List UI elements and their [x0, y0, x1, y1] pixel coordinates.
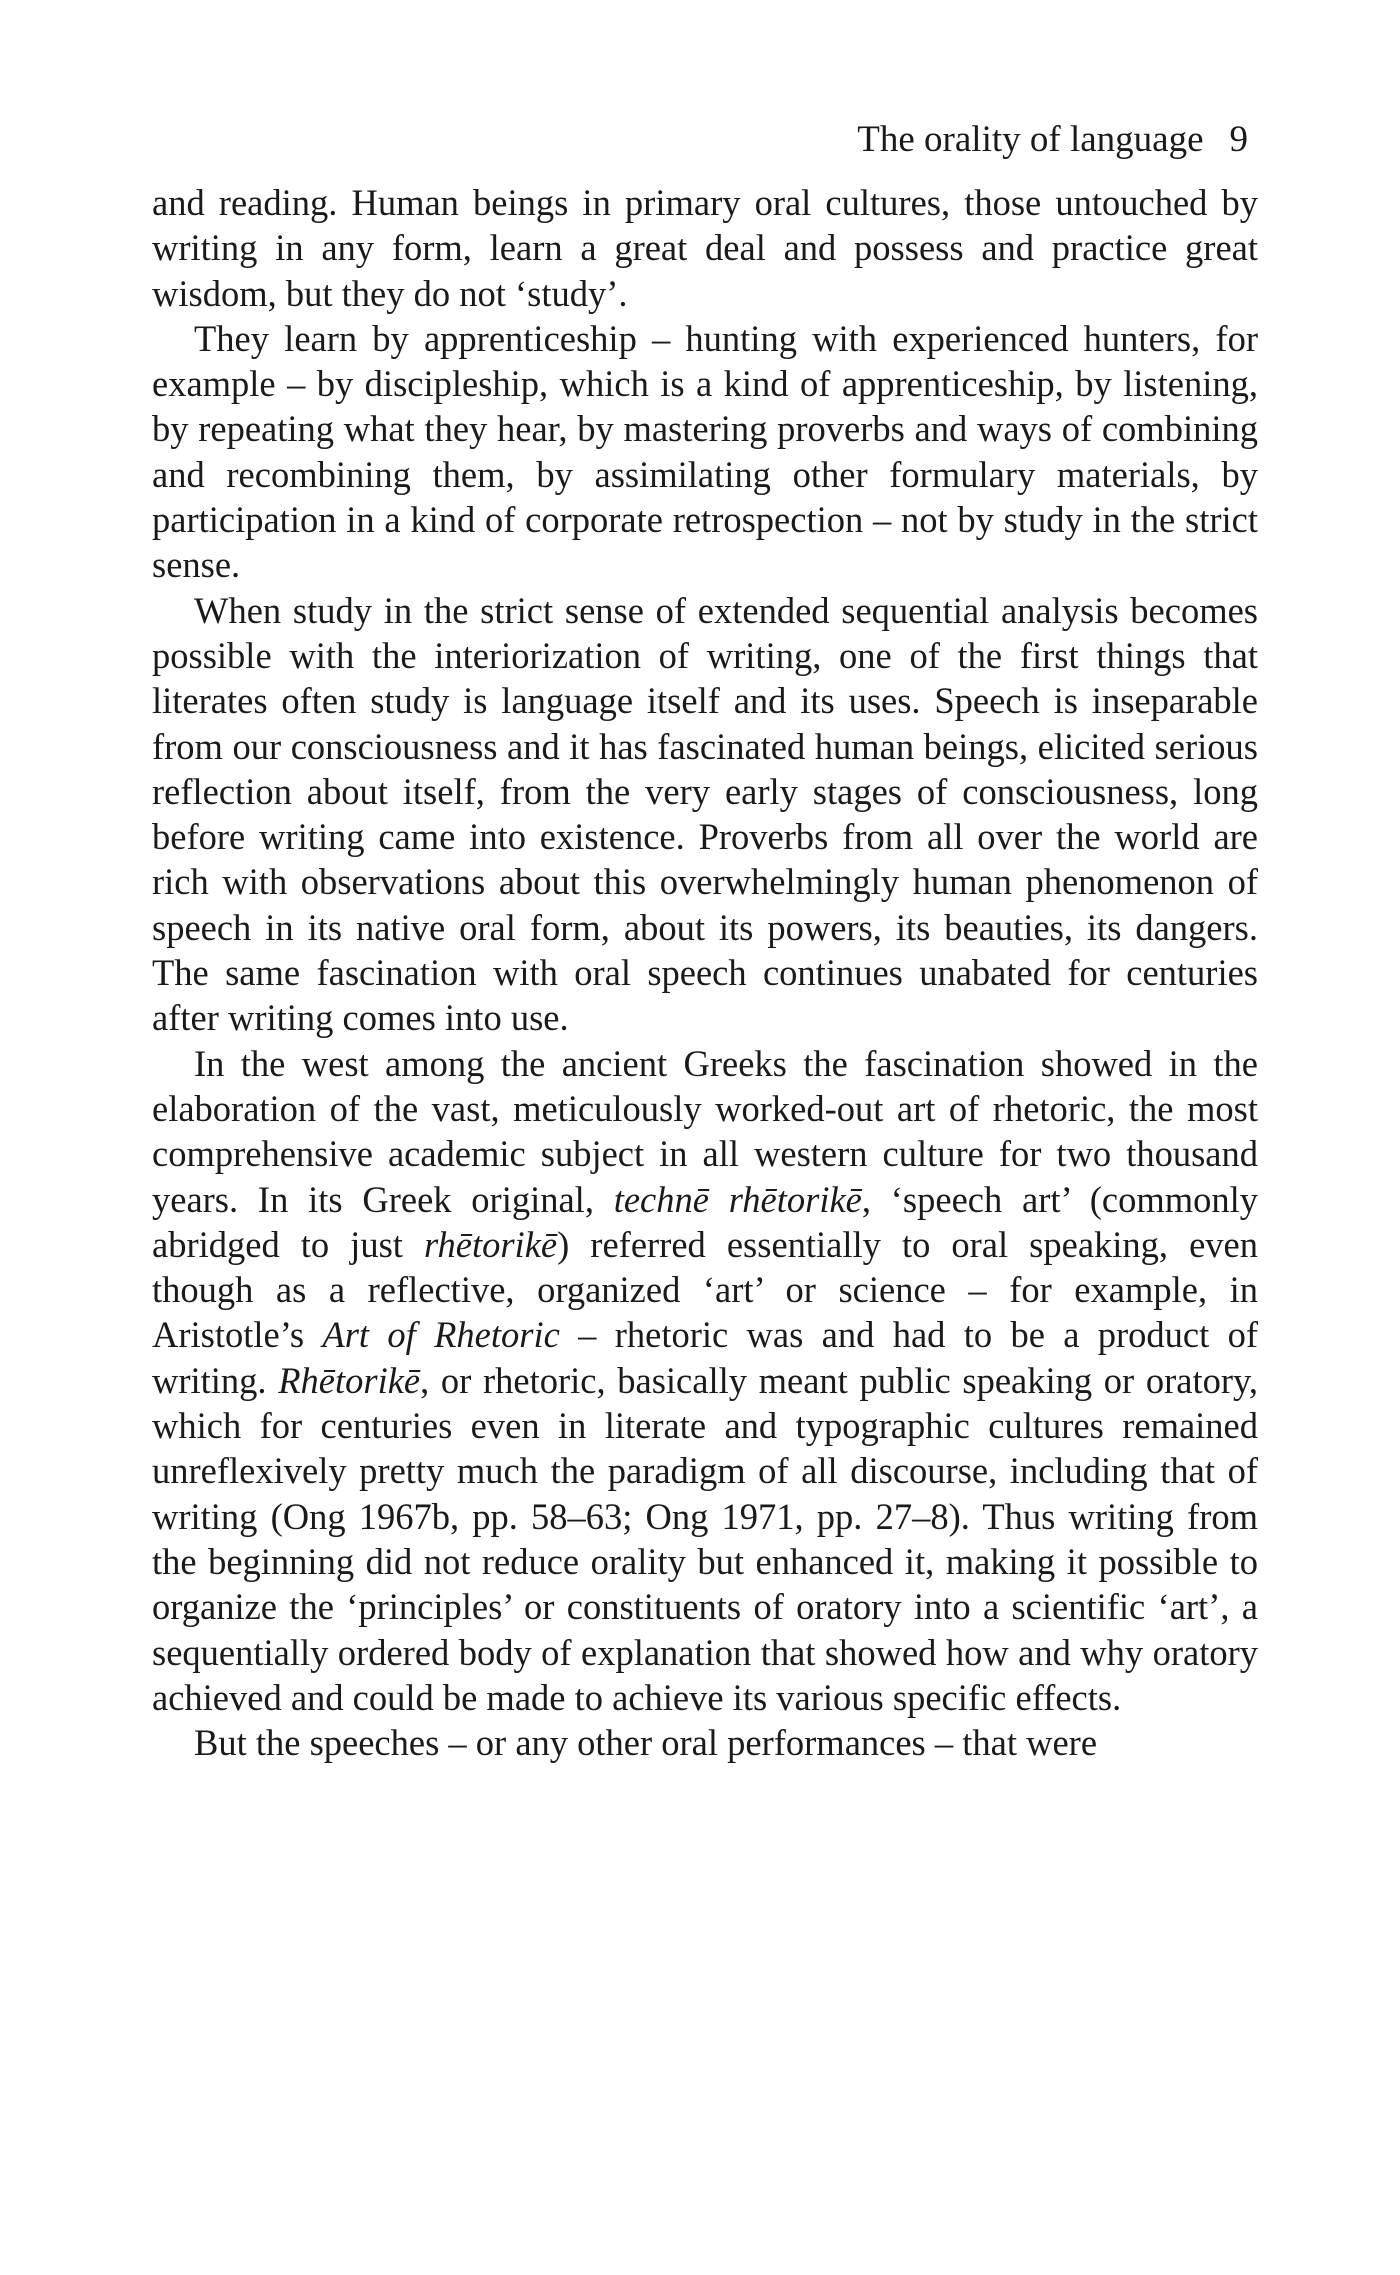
text-run: They learn by apprenticeship – hunting with experienced hunters, for example – by discipleship, which is a kind of apprenticeship, by listening, by repeating what they hear, by mastering proverbs and ways of combining and recombining them, by assimilating other formulary materials, by participation in a kind of corporate retrospection – not by study in the strict sense.: [152, 317, 1258, 586]
italic-term: Art of Rhetoric: [322, 1314, 560, 1356]
book-page: [152, 118, 1258, 1765]
running-head-title: The orality of language: [857, 119, 1204, 160]
running-head: [152, 118, 1248, 180]
text-run: and reading. Human beings in primary oral cultures, those untouched by writing in any form, learn a great deal and possess and practice great wisdom, but they do not ‘study’.: [152, 182, 1258, 314]
text-run: ) referred essentially to oral speaking, even though as a reflective, organized ‘art’ or science – for example, in Aristotle’s: [152, 1223, 1258, 1356]
text-run: But the speeches – or any other oral performances – that were: [194, 1722, 1098, 1764]
text-run: In the west among the ancient Greeks the fascination showed in the elaboration of the vast, meticulously worked-out art of rhetoric, the most comprehensive academic subject in all western culture for two thousand years. In its Greek original,: [152, 1042, 1258, 1220]
paragraph: [152, 1041, 1258, 1720]
page-number: 9: [1229, 119, 1248, 160]
paragraph: [152, 316, 1258, 588]
italic-term: technē rhētorikē: [613, 1178, 862, 1220]
paragraph: [152, 180, 1258, 316]
italic-term: Rhētorikē: [278, 1359, 421, 1401]
text-run: , or rhetoric, basically meant public speaking or oratory, which for centuries even in literate and typographic cultures remained unreflexively pretty much the paradigm of all discourse, including that of writing (Ong 1967b, pp. 58–63; Ong 1971, pp. 27–8). Thus writing from the beginning did not reduce orality but enhanced it, making it possible to organize the ‘principles’ or constituents of oratory into a scientific ‘art’, a sequentially ordered body of explanation that showed how and why oratory achieved and could be made to achieve its various specific effects.: [152, 1359, 1258, 1718]
text-run: When study in the strict sense of extended sequential analysis becomes possible with the interiorization of writing, one of the first things that literates often study is language itself and its uses. Speech is inseparable from our consciousness and it has fascinated human beings, elicited serious reflection about itself, from the very early stages of consciousness, long before writing came into existence. Proverbs from all over the world are rich with observations about this overwhelmingly human phenomenon of speech in its native oral form, about its powers, its beauties, its dangers. The same fascination with oral speech continues unabated for centuries after writing comes into use.: [152, 589, 1258, 1039]
body-text: [152, 180, 1258, 1765]
text-run: – rhetoric was and had to be a product of writing.: [152, 1314, 1259, 1401]
text-run: , ‘speech art’ (commonly abridged to just: [152, 1178, 1259, 1265]
italic-term: rhētorikē: [423, 1223, 558, 1265]
paragraph: [152, 588, 1258, 1041]
paragraph: [152, 1720, 1258, 1765]
